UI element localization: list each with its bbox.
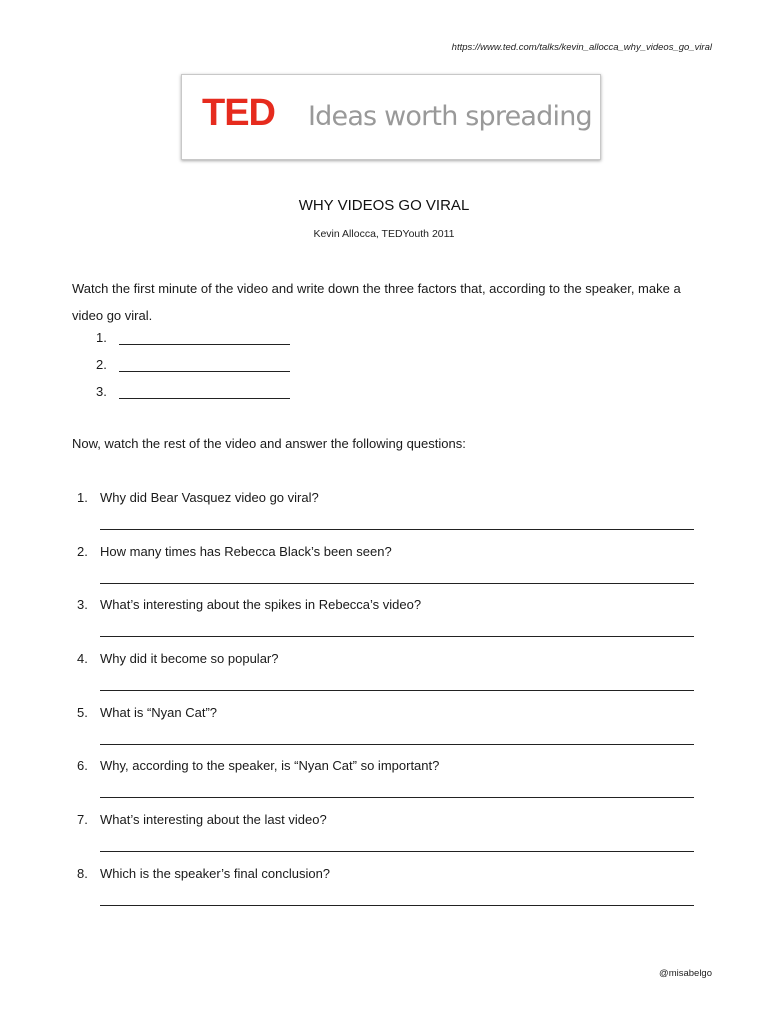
question-item xyxy=(72,489,696,543)
question-number: 4. xyxy=(77,651,88,667)
question-number: 8. xyxy=(77,865,88,881)
author-credit: @misabelgo xyxy=(659,968,712,979)
answer-line xyxy=(100,636,694,637)
question-list xyxy=(72,489,696,919)
answer-line xyxy=(100,797,694,798)
question-item xyxy=(72,704,696,758)
answer-line xyxy=(100,905,694,906)
question-text: What is “Nyan Cat”? xyxy=(100,704,218,720)
questions-instruction: Now, watch the rest of the video and answer the following questions: xyxy=(72,436,466,451)
question-item xyxy=(72,811,696,865)
ted-tagline: Ideas worth spreading xyxy=(308,101,592,132)
answer-line xyxy=(100,851,694,852)
answer-line xyxy=(100,744,694,745)
factor-number: 1. xyxy=(96,330,107,345)
question-item xyxy=(72,596,696,650)
question-text: What’s interesting about the spikes in Rebecca’s video? xyxy=(100,597,422,613)
ted-logo-mark: TED xyxy=(202,92,275,134)
ted-logo-banner xyxy=(181,74,601,160)
factor-number: 2. xyxy=(96,357,107,372)
worksheet-subtitle: Kevin Allocca, TEDYouth 2011 xyxy=(313,228,455,240)
question-item xyxy=(72,650,696,704)
question-number: 6. xyxy=(77,758,88,774)
question-text: How many times has Rebecca Black’s been seen? xyxy=(100,543,392,559)
source-url: https://www.ted.com/talks/kevin_allocca_why_videos_go_viral xyxy=(451,42,712,53)
answer-blank xyxy=(119,344,290,345)
answer-blank xyxy=(119,398,290,399)
question-item xyxy=(72,865,696,919)
question-number: 2. xyxy=(77,543,88,559)
answer-line xyxy=(100,529,694,530)
question-text: Which is the speaker’s final conclusion? xyxy=(100,865,331,881)
factor-number: 3. xyxy=(96,384,107,399)
worksheet-title: WHY VIDEOS GO VIRAL xyxy=(298,197,470,214)
question-item xyxy=(72,543,696,597)
answer-blank xyxy=(119,371,290,372)
question-number: 5. xyxy=(77,704,88,720)
question-item xyxy=(72,757,696,811)
answer-line xyxy=(100,690,694,691)
question-text: Why did it become so popular? xyxy=(100,651,279,667)
question-text: Why, according to the speaker, is “Nyan Cat” so important? xyxy=(100,758,440,774)
answer-line xyxy=(100,583,694,584)
question-text: Why did Bear Vasquez video go viral? xyxy=(100,490,319,505)
question-text: What’s interesting about the last video? xyxy=(100,812,327,828)
intro-instruction: Watch the first minute of the video and write down the three factors that, according to the speaker, make a video go viral. xyxy=(72,281,681,323)
question-number: 1. xyxy=(77,490,88,505)
question-number: 7. xyxy=(77,812,88,828)
question-number: 3. xyxy=(77,597,88,613)
